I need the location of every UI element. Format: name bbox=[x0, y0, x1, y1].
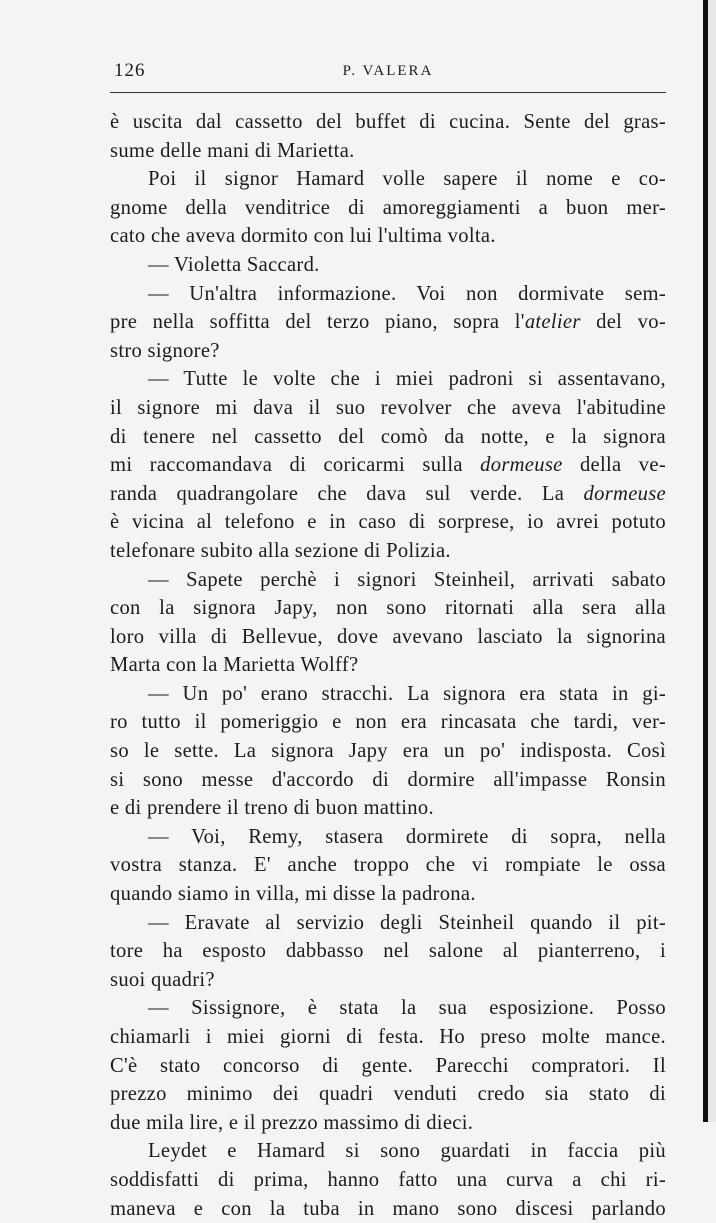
text-line: con la signora Japy, non sono ritornati alla sera alla bbox=[110, 597, 666, 620]
text-line: suoi quadri? bbox=[110, 968, 215, 991]
text-line: vostra stanza. E' anche troppo che vi rompiate le ossa bbox=[110, 854, 666, 877]
text-line: tore ha esposto dabbasso nel salone al pianterreno, i bbox=[110, 940, 666, 963]
text-line: maneva e con la tuba in mano sono discesi parlando bbox=[110, 1197, 666, 1220]
text-line: — Tutte le volte che i miei padroni si assentavano, bbox=[148, 368, 666, 391]
text-line: — Sissignore, è stata la sua esposizione. Posso bbox=[148, 997, 666, 1020]
text-line: prezzo minimo dei quadri venduti credo sia stato di bbox=[110, 1083, 666, 1106]
text-line: il signore mi dava il suo revolver che aveva l'abitudine bbox=[110, 396, 666, 419]
text-line: — Un'altra informazione. Voi non dormivate sem- bbox=[148, 282, 666, 305]
text-line: cato che aveva dormito con lui l'ultima volta. bbox=[110, 225, 496, 248]
text-line: — Voi, Remy, stasera dormirete di sopra, nella bbox=[148, 825, 666, 848]
text-line: chiamarli i miei giorni di festa. Ho preso molte mance. bbox=[110, 1026, 666, 1048]
text-line: stro signore? bbox=[110, 339, 220, 362]
text-line: loro villa di Bellevue, dove avevano lasciato la signorina bbox=[110, 625, 666, 648]
text-line: soddisfatti di prima, hanno fatto una curva a chi ri- bbox=[110, 1168, 666, 1191]
text-line: — Violetta Saccard. bbox=[148, 253, 320, 276]
page-number: 126 bbox=[114, 60, 146, 81]
text-line: e di prendere il treno di buon mattino. bbox=[110, 797, 434, 820]
text-line: Marta con la Marietta Wolff? bbox=[110, 654, 359, 677]
text-line: — Un po' erano stracchi. La signora era stata in gi- bbox=[148, 682, 666, 705]
text-line: sume delle mani di Marietta. bbox=[110, 139, 355, 162]
text-line: — Sapete perchè i signori Steinheil, arrivati sabato bbox=[148, 568, 666, 591]
text-line: gnome della venditrice di amoreggiamenti a buon mer- bbox=[110, 196, 666, 219]
running-head: P. VALERA bbox=[342, 63, 434, 79]
text-line: randa quadrangolare che dava sul verde. La dormeuse bbox=[110, 482, 666, 505]
text-line: Poi il signor Hamard volle sapere il nome e co- bbox=[148, 168, 666, 191]
text-line: pre nella soffitta del terzo piano, sopra l'atelier del vo- bbox=[110, 311, 666, 334]
text-line: è vicina al telefono e in caso di sorprese, io avrei potuto bbox=[110, 511, 666, 534]
text-line: so le sette. La signora Japy era un po' indisposta. Così bbox=[110, 740, 666, 763]
page-header bbox=[110, 60, 666, 88]
binding-edge bbox=[703, 0, 708, 1122]
text-line: si sono messe d'accordo di dormire all'impasse Ronsin bbox=[110, 768, 666, 791]
text-line: Leydet e Hamard si sono guardati in faccia più bbox=[148, 1140, 666, 1163]
text-line: è uscita dal cassetto del buffet di cucina. Sente del gras- bbox=[110, 111, 666, 133]
text-line: C'è stato concorso di gente. Parecchi compratori. Il bbox=[110, 1054, 666, 1077]
text-line: — Eravate al servizio degli Steinheil quando il pit- bbox=[148, 911, 666, 934]
page-margin bbox=[708, 0, 716, 1122]
text-line: telefonare subito alla sezione di Polizia. bbox=[110, 539, 451, 562]
text-line: quando siamo in villa, mi disse la padrona. bbox=[110, 883, 476, 906]
header-rule bbox=[110, 92, 666, 93]
text-line: mi raccomandava di coricarmi sulla dormeuse della ve- bbox=[110, 454, 666, 477]
text-line: ro tutto il pomeriggio e non era rincasata che tardi, ver- bbox=[110, 711, 666, 734]
body-text bbox=[110, 108, 666, 1223]
text-line: di tenere nel cassetto del comò da notte, e la signora bbox=[110, 425, 666, 448]
text-line: due mila lire, e il prezzo massimo di dieci. bbox=[110, 1111, 474, 1134]
